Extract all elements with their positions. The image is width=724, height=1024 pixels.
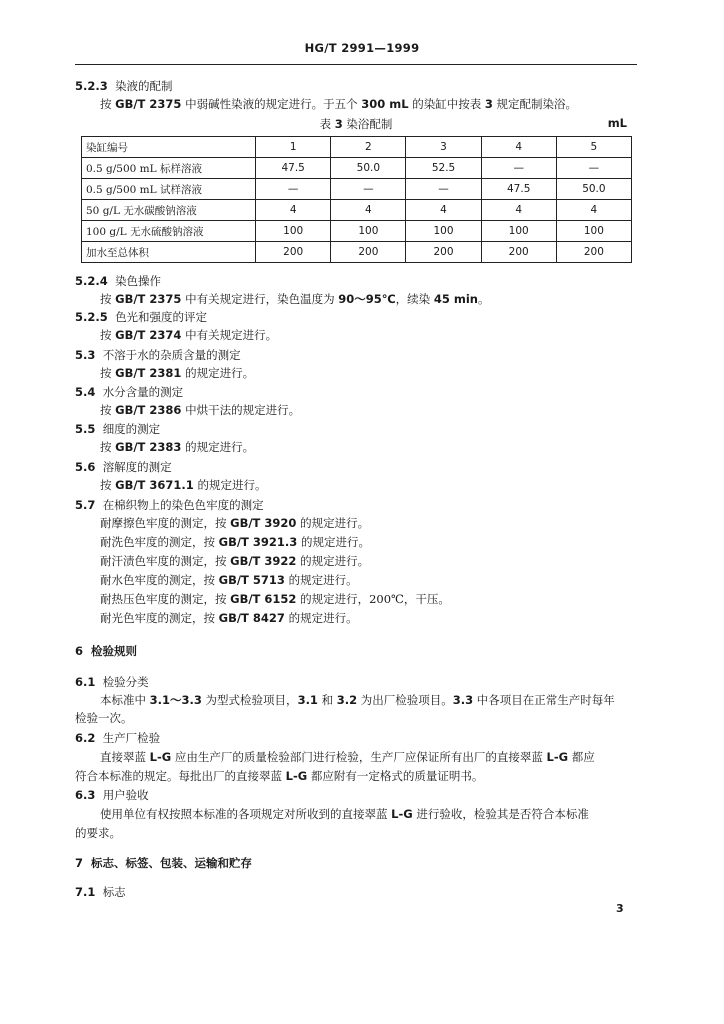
table-cell: 200 xyxy=(256,242,331,263)
fastness-item: 耐热压色牢度的测定，按 GB/T 6152 的规定进行，200℃，干压。 xyxy=(100,592,450,606)
section-5-2-3-text: 按 GB/T 2375 中弱碱性染液的规定进行。于五个 300 mL 的染缸中按表 3 规定配制染浴。 xyxy=(100,97,578,111)
table-cell: 50.0 xyxy=(331,158,406,179)
table-cell: 200 xyxy=(556,242,631,263)
table-cell: 1 xyxy=(256,137,331,158)
section-6-1-text: 本标准中 3.1～3.3 为型式检验项目，3.1 和 3.2 为出厂检验项目。3.3 中各项目在正常生产时每年 xyxy=(100,693,615,707)
section-6-2-heading: 6.2 生产厂检验 xyxy=(75,731,161,745)
table-cell: 100 xyxy=(256,221,331,242)
table-row xyxy=(82,137,632,158)
table-cell: 2 xyxy=(331,137,406,158)
table-cell: — xyxy=(481,158,556,179)
table-cell: 5 xyxy=(556,137,631,158)
section-5-2-5-text: 按 GB/T 2374 中有关规定进行。 xyxy=(100,328,278,342)
section-5-6-text: 按 GB/T 3671.1 的规定进行。 xyxy=(100,478,267,492)
table-cell: 47.5 xyxy=(481,179,556,200)
row-label: 0.5 g/500 mL 标样溶液 xyxy=(82,158,256,179)
fastness-item: 耐水色牢度的测定，按 GB/T 5713 的规定进行。 xyxy=(100,573,358,587)
fastness-item: 耐光色牢度的测定，按 GB/T 8427 的规定进行。 xyxy=(100,611,358,625)
section-7-1-heading: 7.1 标志 xyxy=(75,885,126,899)
standard-ref: GB/T 2375 xyxy=(115,97,182,111)
table-cell: 4 xyxy=(331,200,406,221)
table-cell: 50.0 xyxy=(556,179,631,200)
chapter-6-heading: 6 检验规则 xyxy=(75,644,138,658)
table-cell: 100 xyxy=(481,221,556,242)
header-rule xyxy=(75,64,637,65)
table-cell: 4 xyxy=(481,137,556,158)
section-5-4-heading: 5.4 水分含量的测定 xyxy=(75,385,184,399)
table-cell: 3 xyxy=(406,137,481,158)
section-5-2-3-heading xyxy=(75,78,173,94)
section-5-2-4-text: 按 GB/T 2375 中有关规定进行，染色温度为 90～95℃，续染 45 min。 xyxy=(100,292,490,306)
row-label: 染缸编号 xyxy=(82,137,256,158)
page-number: 3 xyxy=(616,902,624,915)
section-5-2-4-heading: 5.2.4 染色操作 xyxy=(75,274,162,288)
section-6-3-text-cont: 的要求。 xyxy=(75,826,121,840)
table-cell: 100 xyxy=(331,221,406,242)
table-cell: 4 xyxy=(556,200,631,221)
chapter-7-heading: 7 标志、标签、包装、运输和贮存 xyxy=(75,856,253,870)
table-cell: 52.5 xyxy=(406,158,481,179)
row-label: 100 g/L 无水硫酸钠溶液 xyxy=(82,221,256,242)
section-5-3-heading: 5.3 不溶于水的杂质含量的测定 xyxy=(75,348,241,362)
table-cell: 4 xyxy=(481,200,556,221)
table-unit: mL xyxy=(607,116,627,130)
page-header-title: HG/T 2991—1999 xyxy=(304,41,420,55)
section-6-2-text: 直接翠蓝 L-G 应由生产厂的质量检验部门进行检验，生产厂应保证所有出厂的直接翠蓝 L-G 都应 xyxy=(100,750,595,764)
section-6-3-text: 使用单位有权按照本标准的各项规定对所收到的直接翠蓝 L-G 进行验收，检验其是否符合本标准 xyxy=(100,807,589,821)
section-5-3-text: 按 GB/T 2381 的规定进行。 xyxy=(100,366,255,380)
section-5-7-heading: 5.7 在棉织物上的染色色牢度的测定 xyxy=(75,498,264,512)
row-label: 50 g/L 无水碳酸钠溶液 xyxy=(82,200,256,221)
section-6-3-heading: 6.3 用户验收 xyxy=(75,788,149,802)
section-6-2-text-cont: 符合本标准的规定。每批出厂的直接翠蓝 L-G 都应附有一定格式的质量证明书。 xyxy=(75,769,484,783)
table-row xyxy=(82,158,632,179)
section-6-1-text-cont: 检验一次。 xyxy=(75,711,133,725)
table-cell: 47.5 xyxy=(256,158,331,179)
section-number: 5.2.3 xyxy=(75,79,108,93)
dye-bath-table xyxy=(81,136,632,263)
section-5-4-text: 按 GB/T 2386 中烘干法的规定进行。 xyxy=(100,403,301,417)
table-cell: 4 xyxy=(406,200,481,221)
section-5-5-text: 按 GB/T 2383 的规定进行。 xyxy=(100,440,255,454)
table-row xyxy=(82,200,632,221)
row-label: 0.5 g/500 mL 试样溶液 xyxy=(82,179,256,200)
table-cell: 100 xyxy=(556,221,631,242)
table-3-caption xyxy=(75,116,637,132)
table-cell: 200 xyxy=(331,242,406,263)
table-cell: — xyxy=(556,158,631,179)
section-6-1-heading: 6.1 检验分类 xyxy=(75,675,149,689)
table-title: 表 3 染浴配制 xyxy=(319,117,393,131)
section-5-6-heading: 5.6 溶解度的测定 xyxy=(75,460,172,474)
fastness-item: 耐摩擦色牢度的测定，按 GB/T 3920 的规定进行。 xyxy=(100,516,370,530)
row-label: 加水至总体积 xyxy=(82,242,256,263)
table-cell: 100 xyxy=(406,221,481,242)
table-cell: 200 xyxy=(481,242,556,263)
table-cell: 4 xyxy=(256,200,331,221)
section-title: 染液的配制 xyxy=(115,79,173,93)
table-cell: — xyxy=(406,179,481,200)
table-row xyxy=(82,242,632,263)
table-row xyxy=(82,221,632,242)
section-5-5-heading: 5.5 细度的测定 xyxy=(75,422,161,436)
table-cell: — xyxy=(256,179,331,200)
fastness-item: 耐洗色牢度的测定，按 GB/T 3921.3 的规定进行。 xyxy=(100,535,370,549)
section-5-2-5-heading: 5.2.5 色光和强度的评定 xyxy=(75,310,208,324)
table-row xyxy=(82,179,632,200)
table-cell: 200 xyxy=(406,242,481,263)
fastness-item: 耐汗渍色牢度的测定，按 GB/T 3922 的规定进行。 xyxy=(100,554,370,568)
table-cell: — xyxy=(331,179,406,200)
